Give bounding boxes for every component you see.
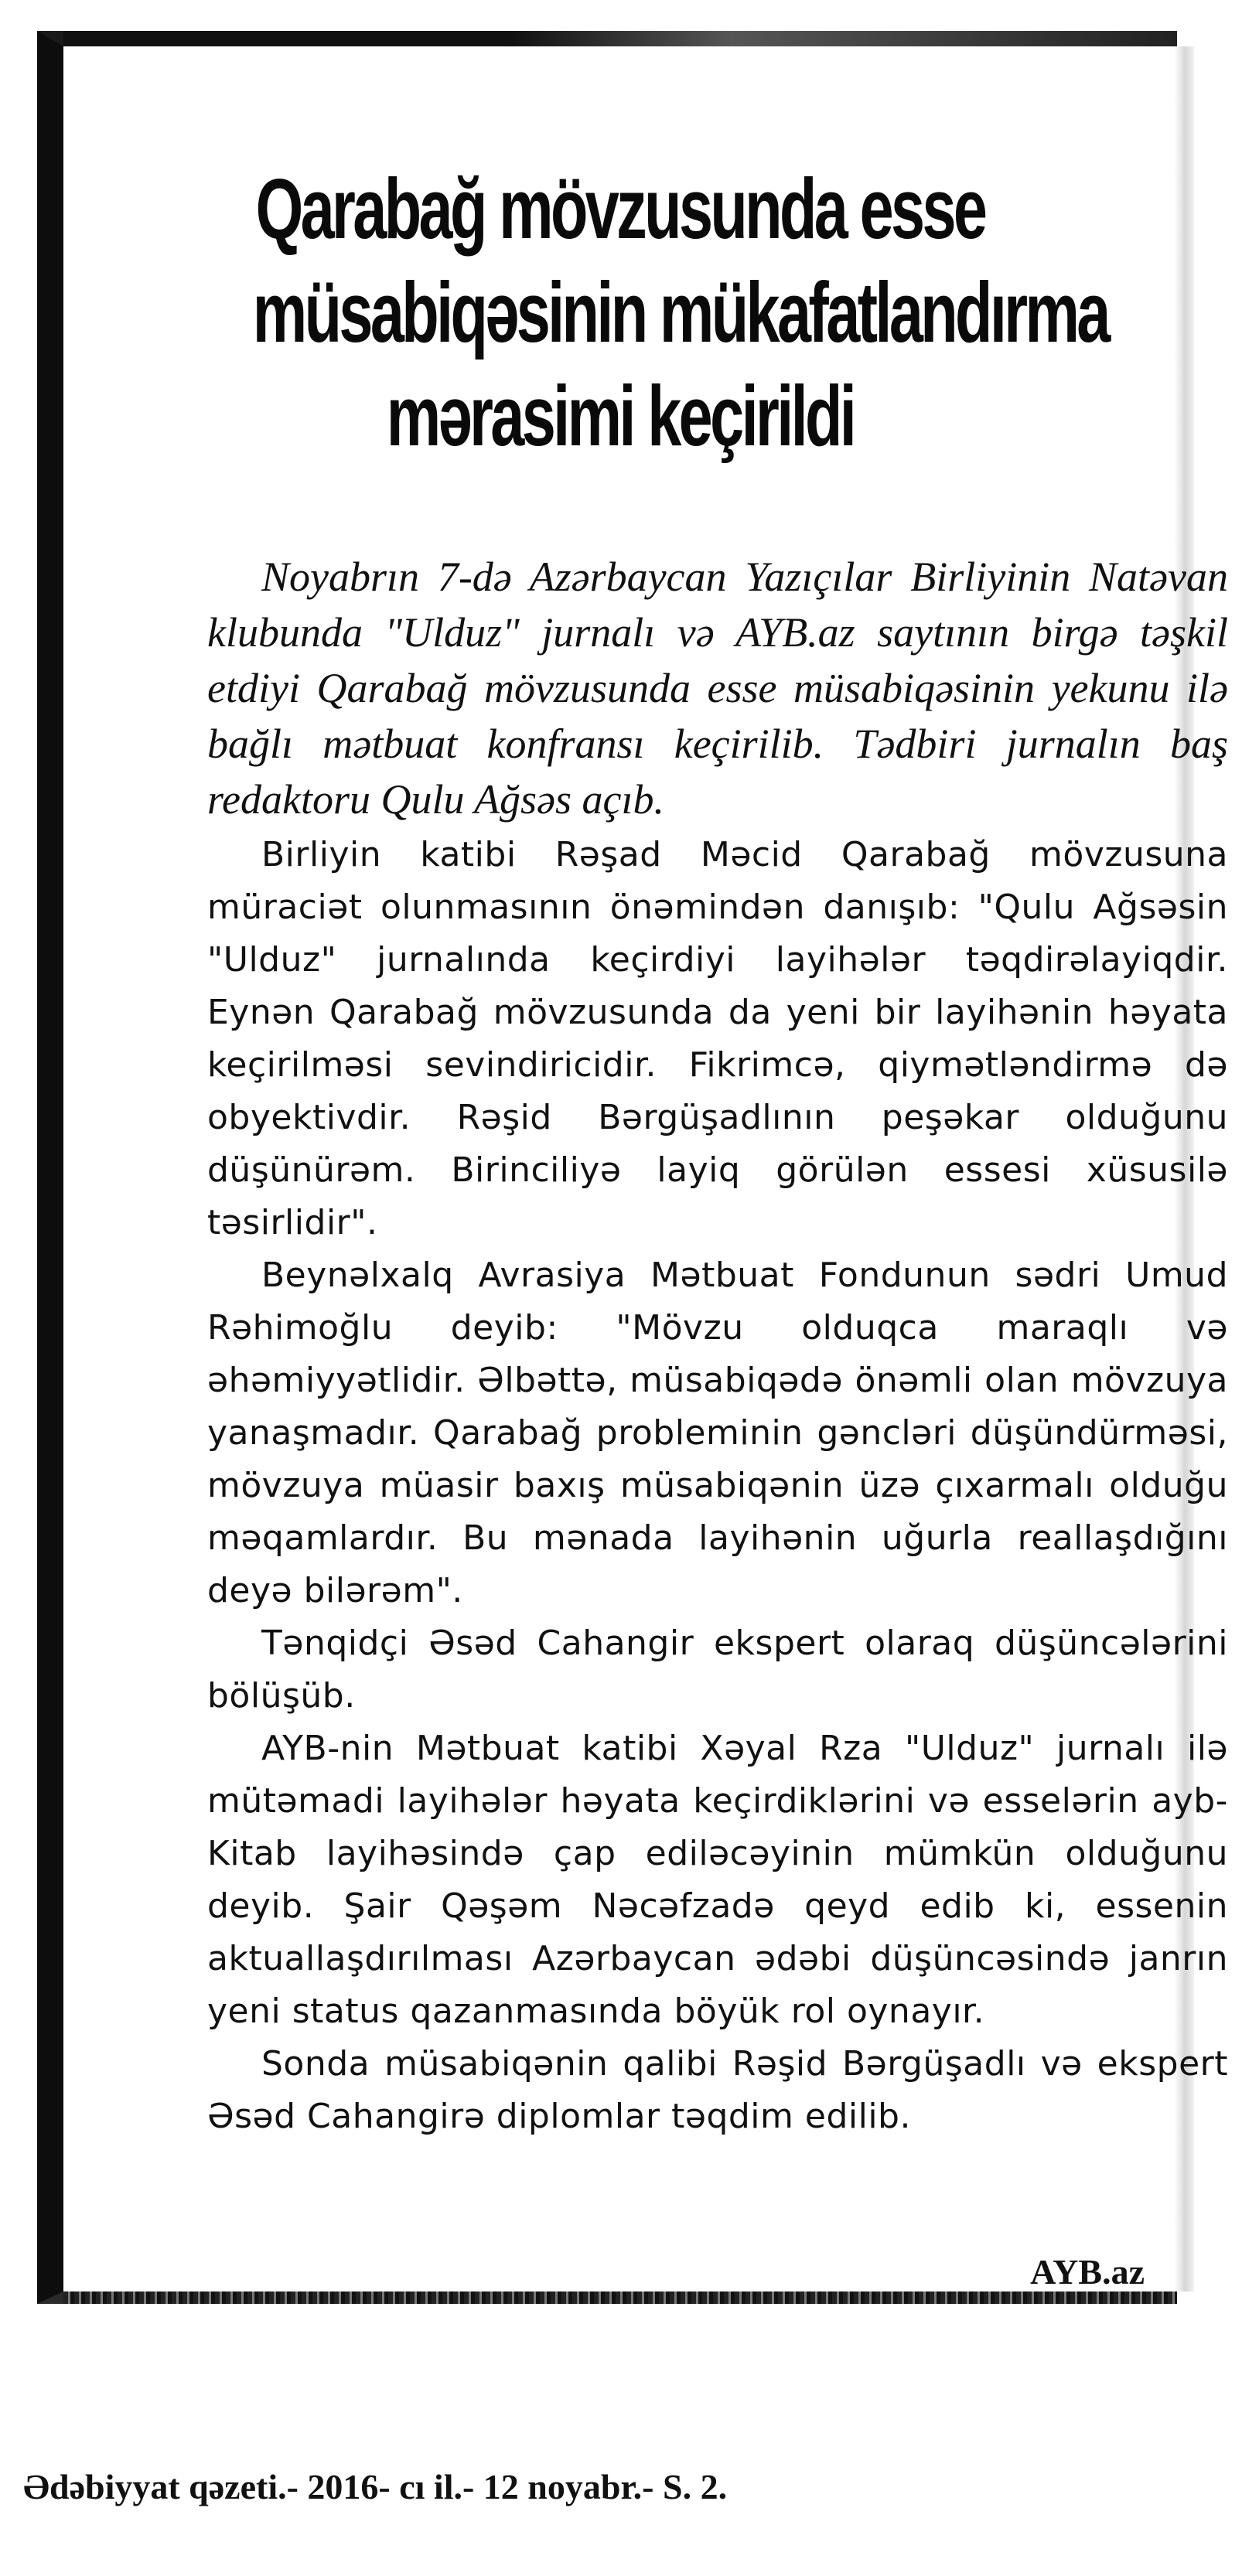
article-lead: Noyabrın 7-də Azərbaycan Yazıçılar Birliyinin Natəvan klubunda "Ulduz" jurnalı və AYB.az saytının birgə təşkil etdiyi Qarabağ mövzusunda esse müsabiqəsinin yekunu ilə bağlı mətbuat konfransı keçirilib. Tədbiri jurnalın baş redaktoru Qulu Ağsəs açıb.	[207, 554, 1228, 823]
article-paragraph-5: Sonda müsabiqənin qalibi Rəşid Bərgüşadlı və ekspert Əsəd Cahangirə diplomlar təqdim edilib.	[207, 2044, 1228, 2136]
scan-edge-top	[63, 31, 1177, 46]
article-source: AYB.az	[1030, 2252, 1145, 2291]
article-paragraph-2: Beynəlxalq Avrasiya Mətbuat Fondunun sədri Umud Rəhimoğlu deyib: "Mövzu olduqca maraqlı və əhəmiyyətlidir. Əlbəttə, müsabiqədə önəmli olan mövzuya yanaşmadır. Qarabağ probleminin gəncləri düşündürməsi, mövzuya müasir baxış müsabiqənin üzə çıxarmalı olduğu məqamlardır. Bu mənada layihənin uğurla reallaşdığını deyə bilərəm".	[207, 1256, 1228, 1610]
newspaper-clipping	[37, 31, 1228, 2304]
article-paragraph-4: AYB-nin Mətbuat katibi Xəyal Rza "Ulduz" jurnalı ilə mütəmadi layihələr həyata keçirdiklərini və esselərin ayb-Kitab layihəsində çap ediləcəyinin mümkün olduğunu deyib. Şair Qəşəm Nəcəfzadə qeyd edib ki, essenin aktuallaşdırılması Azərbaycan ədəbi düşüncəsində janrın yeni status qazanmasında böyük rol oynayır.	[207, 1729, 1228, 2031]
article-body	[207, 549, 1228, 2143]
headline-line-1: Qarabağ mövzusunda esse	[255, 161, 985, 257]
article-headline	[252, 158, 1108, 469]
citation-footer: Ədəbiyyat qəzeti.- 2016- cı il.- 12 noyabr.- S. 2.	[23, 2467, 728, 2506]
headline-line-3: mərasimi keçirildi	[386, 368, 855, 464]
scan-edge-bottom	[63, 2291, 1177, 2304]
article-paragraph-3: Tənqidçi Əsəd Cahangir ekspert olaraq düşüncələrini bölüşüb.	[207, 1624, 1228, 1716]
article-paragraph-1: Birliyin katibi Rəşad Məcid Qarabağ mövzusuna müraciət olunmasının önəmindən danışıb: "Qulu Ağsəsin "Ulduz" jurnalında keçirdiyi layihələr təqdirəlayiqdir. Eynən Qarabağ mövzusunda da yeni bir layihənin həyata keçirilməsi sevindiricidir. Fikrimcə, qiymətləndirmə də obyektivdir. Rəşid Bərgüşadlının peşəkar olduğunu düşünürəm. Birinciliyə layiq görülən essesi xüsusilə təsirlidir".	[207, 835, 1228, 1242]
headline-line-2: müsabiqəsinin mükafatlandırma	[252, 264, 1108, 360]
